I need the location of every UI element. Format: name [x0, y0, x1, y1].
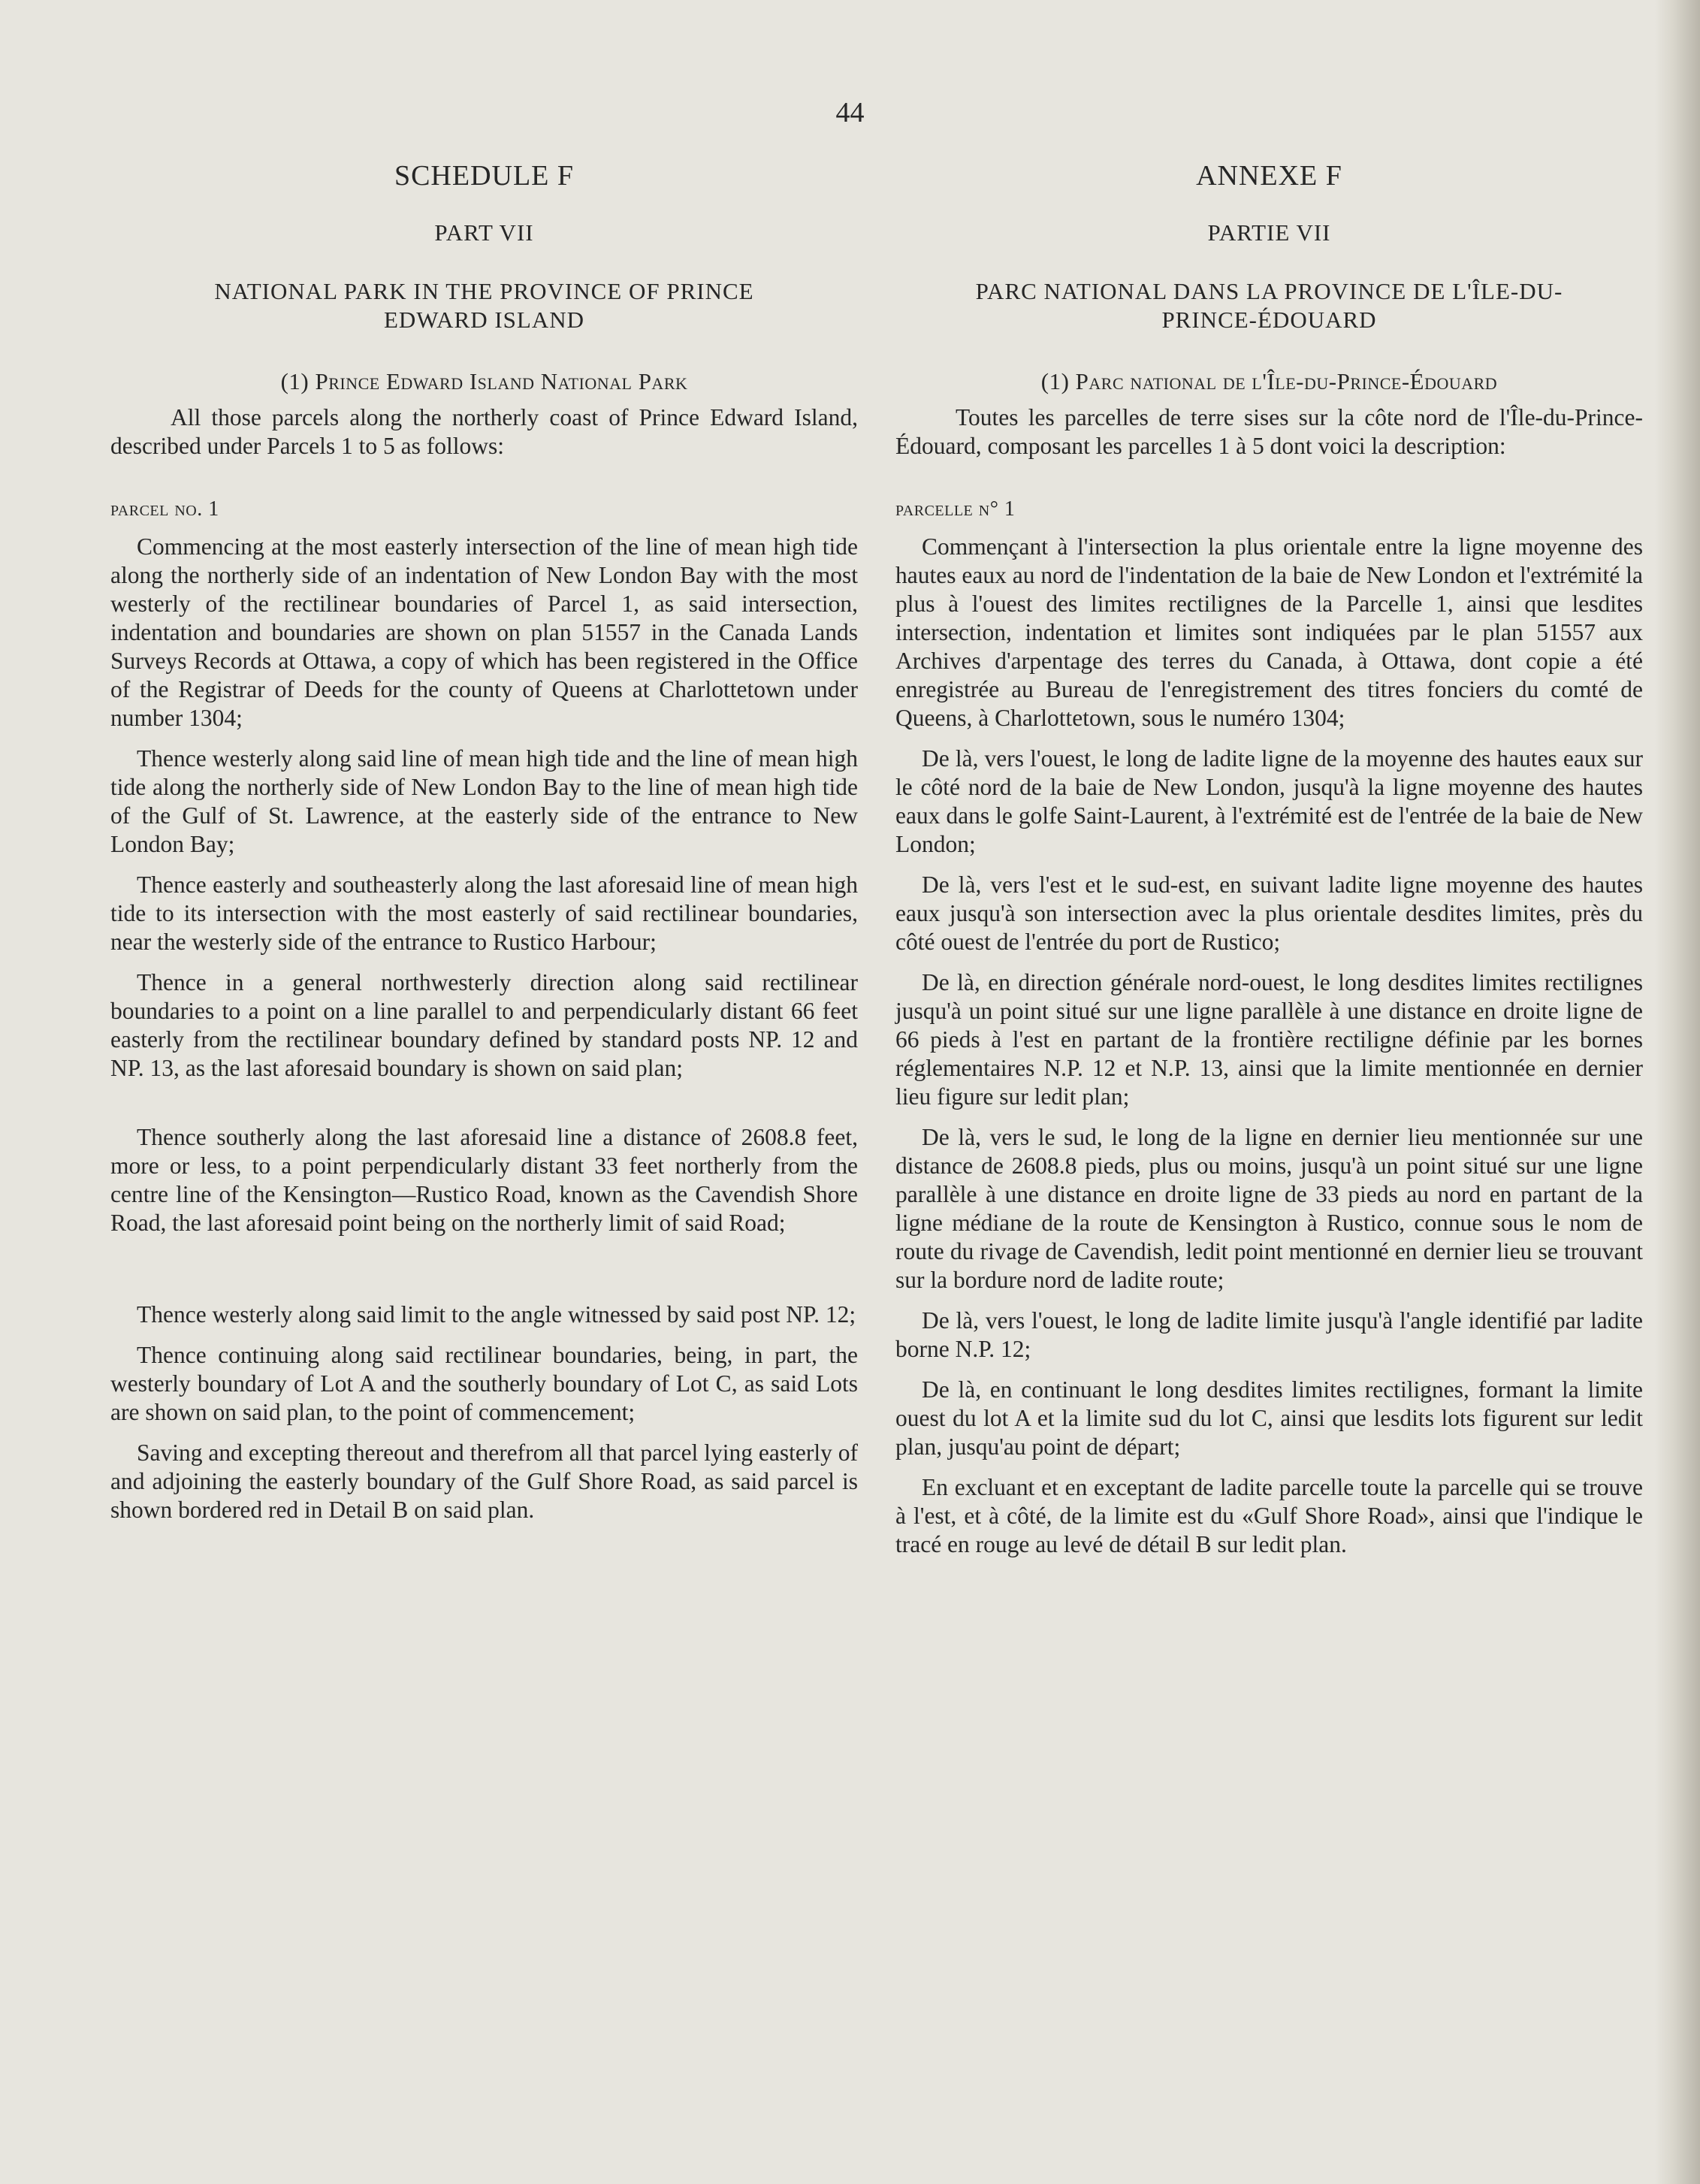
- parcel-heading: parcelle n° 1: [895, 497, 1016, 521]
- paragraph-2: De là, vers l'ouest, le long de ladite ligne de la moyenne des hautes eaux sur le côté nord de la baie de New London, jusqu'à la ligne moyenne des hautes eaux dans le golfe Saint-Laurent, à l'extrémité est de l'entrée de la baie de New London;: [895, 745, 1643, 857]
- paragraph-8: En excluant et en exceptant de ladite parcelle toute la parcelle qui se trouve à l'est, et à côté, de la limite est du «Gulf Shore Road», ainsi que l'indique le tracé en rouge au levé de détail B sur ledit plan.: [895, 1474, 1643, 1557]
- english-column: [110, 162, 858, 1524]
- schedule-heading: SCHEDULE F: [394, 160, 575, 192]
- section-title: PARC NATIONAL DANS LA PROVINCE DE L'ÎLE-DU-PRINCE-ÉDOUARD: [975, 278, 1563, 333]
- schedule-heading: ANNEXE F: [1196, 160, 1342, 192]
- intro-paragraph: All those parcels along the northerly coast of Prince Edward Island, described under Parcels 1 to 5 as follows:: [110, 404, 858, 459]
- paragraph-3: Thence easterly and southeasterly along the last aforesaid line of mean high tide to its intersection with the most easterly of said rectilinear boundaries, near the westerly side of the entrance to Rustico Harbour;: [110, 871, 858, 955]
- paragraph-8: Saving and excepting thereout and therefrom all that parcel lying easterly of and adjoining the easterly boundary of the Gulf Shore Road, as said parcel is shown bordered red in Detail B on said plan.: [110, 1439, 858, 1523]
- paragraph-4: Thence in a general northwesterly direction along said rectilinear boundaries to a point on a line parallel to and perpendicularly distant 66 feet easterly from the rectilinear boundary defined by standard posts NP. 12 and NP. 13, as the last aforesaid boundary is shown on said plan;: [110, 969, 858, 1081]
- part-heading: PART VII: [434, 219, 534, 246]
- paragraph-5: Thence southerly along the last aforesaid line a distance of 2608.8 feet, more or less, to a point perpendicularly distant 33 feet northerly from the centre line of the Kensington—Rustico Road, known as the Cavendish Shore Road, the last aforesaid point being on the northerly limit of said Road;: [110, 1124, 858, 1236]
- section-title: NATIONAL PARK IN THE PROVINCE OF PRINCE EDWARD ISLAND: [214, 278, 754, 333]
- french-column: [895, 162, 1643, 1559]
- intro-paragraph: Toutes les parcelles de terre sises sur la côte nord de l'Île-du-Prince-Édouard, composant les parcelles 1 à 5 dont voici la description:: [895, 404, 1643, 459]
- paragraph-5: De là, vers le sud, le long de la ligne en dernier lieu mentionnée sur une distance de 2608.8 pieds, plus ou moins, jusqu'à un point situé sur une ligne parallèle à une distance en droite ligne de 33 pieds au nord en partant de la ligne médiane de la route de Kensington à Rustico, connue sous le nom de route du rivage de Cavendish, ledit point mentionné en dernier lieu se trouvant sur la bordure nord de ladite route;: [895, 1124, 1643, 1293]
- part-heading: PARTIE VII: [1207, 219, 1331, 246]
- page-edge-shadow: [1655, 0, 1700, 2184]
- paragraph-6: De là, vers l'ouest, le long de ladite limite jusqu'à l'angle identifié par ladite borne N.P. 12;: [895, 1307, 1643, 1362]
- paragraph-6: Thence westerly along said limit to the angle witnessed by said post NP. 12;: [137, 1301, 856, 1328]
- parcel-heading: parcel no. 1: [110, 497, 219, 521]
- subsection-heading: (1) Prince Edward Island National Park: [280, 368, 688, 394]
- paragraph-1: Commencing at the most easterly intersection of the line of mean high tide along the northerly side of an indentation of New London Bay with the most westerly of the rectilinear boundaries of Parcel 1, as said intersection, indentation and boundaries are shown on plan 51557 in the Canada Lands Surveys Records at Ottawa, a copy of which has been registered in the Office of the Registrar of Deeds for the county of Queens at Charlottetown under number 1304;: [110, 533, 858, 731]
- page-number: 44: [835, 97, 865, 128]
- paragraph-1: Commençant à l'intersection la plus orientale entre la ligne moyenne des hautes eaux au nord de l'indentation de la baie de New London et l'extrémité la plus à l'ouest des limites rectilignes de la Parcelle 1, ainsi que lesdites intersection, indentation et limites sont indiquées par le plan 51557 aux Archives d'arpentage des terres du Canada, à Ottawa, dont copie a été enregistrée au Bureau de l'enregistrement des titres fonciers du comté de Queens, à Charlottetown, sous le numéro 1304;: [895, 533, 1643, 731]
- paragraph-7: De là, en continuant le long desdites limites rectilignes, formant la limite ouest du lot A et la limite sud du lot C, ainsi que lesdits lots figurent sur ledit plan, jusqu'au point de départ;: [895, 1376, 1643, 1460]
- paragraph-4: De là, en direction générale nord-ouest, le long desdites limites rectilignes jusqu'à un point situé sur une ligne parallèle à une distance en droite ligne de 66 pieds à l'est en partant de la frontière rectiligne définie par les bornes réglementaires N.P. 12 et N.P. 13, ainsi que la limite mentionnée en dernier lieu figure sur ledit plan;: [895, 969, 1643, 1110]
- paragraph-3: De là, vers l'est et le sud-est, en suivant ladite ligne moyenne des hautes eaux jusqu'à son intersection avec la plus orientale desdites limites, près du côté ouest de l'entrée du port de Rustico;: [895, 871, 1643, 955]
- subsection-heading: (1) Parc national de l'Île-du-Prince-Édouard: [1040, 368, 1498, 394]
- paragraph-2: Thence westerly along said line of mean high tide and the line of mean high tide along the northerly side of New London Bay to the line of mean high tide of the Gulf of St. Lawrence, at the easterly side of the entrance to New London Bay;: [110, 745, 858, 857]
- paragraph-7: Thence continuing along said rectilinear boundaries, being, in part, the westerly boundary of Lot A and the southerly boundary of Lot C, as said Lots are shown on said plan, to the point of commencement;: [110, 1342, 858, 1425]
